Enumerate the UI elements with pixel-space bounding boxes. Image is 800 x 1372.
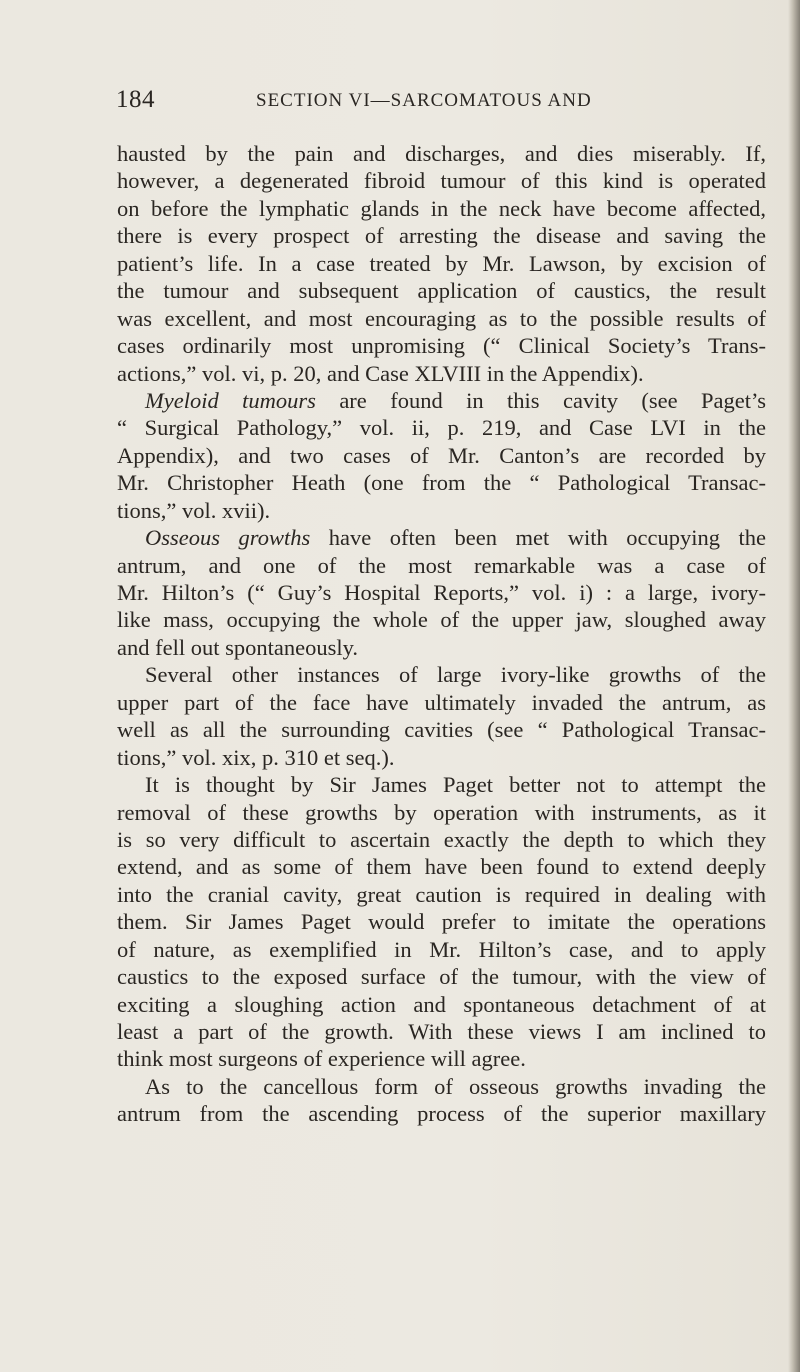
line-text: tions,” vol. xvii). bbox=[117, 497, 271, 523]
line-text: them. Sir James Paget would prefer to imitate the operations bbox=[117, 909, 766, 935]
text-line bbox=[117, 689, 766, 716]
line-text: antrum from the ascending process of the superior maxillary bbox=[117, 1101, 766, 1127]
line-text: Mr. Hilton’s (“ Guy’s Hospital Reports,” vol. i) : a large, ivory- bbox=[117, 580, 766, 605]
line-text: Appendix), and two cases of Mr. Canton’s are recorded by bbox=[117, 442, 766, 468]
text-line bbox=[117, 661, 766, 688]
line-text: think most surgeons of experience will agree. bbox=[117, 1046, 526, 1072]
line-text: antrum, and one of the most remarkable was a case of bbox=[117, 552, 766, 578]
text-line bbox=[117, 991, 766, 1018]
text-line bbox=[117, 963, 766, 990]
text-line bbox=[117, 936, 766, 963]
line-text: Several other instances of large ivory-like growths of the bbox=[145, 662, 766, 688]
text-line bbox=[117, 853, 766, 880]
text-line bbox=[117, 414, 766, 441]
line-text: As to the cancellous form of osseous growths invading the bbox=[145, 1073, 766, 1099]
line-text: of nature, as exemplified in Mr. Hilton’s case, and to apply bbox=[117, 936, 766, 962]
text-line bbox=[117, 1018, 766, 1045]
text-line bbox=[117, 552, 766, 579]
text-line bbox=[117, 222, 766, 249]
line-text: exciting a sloughing action and spontaneous detachment of at bbox=[117, 991, 766, 1017]
line-text: like mass, occupying the whole of the upper jaw, sloughed away bbox=[117, 607, 766, 633]
line-text: extend, and as some of them have been found to extend deeply bbox=[117, 854, 766, 880]
text-line bbox=[117, 634, 766, 661]
line-text: was excellent, and most encouraging as to the possible results of bbox=[117, 305, 766, 331]
text-line bbox=[117, 277, 766, 304]
running-head bbox=[116, 86, 766, 116]
line-text: upper part of the face have ultimately invaded the antrum, as bbox=[117, 689, 766, 715]
text-line bbox=[117, 167, 766, 194]
line-text: and fell out spontaneously. bbox=[117, 634, 358, 660]
line-text: caustics to the exposed surface of the tumour, with the view of bbox=[117, 964, 766, 990]
text-line bbox=[117, 442, 766, 469]
text-line bbox=[117, 195, 766, 222]
text-line bbox=[117, 360, 766, 387]
text-line bbox=[117, 799, 766, 826]
text-line bbox=[117, 524, 766, 551]
line-text: however, a degenerated fibroid tumour of this kind is operated bbox=[117, 168, 766, 194]
text-line bbox=[117, 140, 766, 167]
text-line bbox=[117, 305, 766, 332]
text-line bbox=[117, 469, 766, 496]
text-line bbox=[117, 497, 766, 524]
line-text: have often been met with occupying the bbox=[310, 525, 766, 551]
line-text: are found in this cavity (see Paget’s bbox=[315, 387, 766, 413]
text-line bbox=[117, 881, 766, 908]
body-text bbox=[117, 140, 766, 1128]
line-text: hausted by the pain and discharges, and dies miserably. If, bbox=[117, 141, 766, 166]
text-line bbox=[117, 606, 766, 633]
line-text: least a part of the growth. With these views I am inclined to bbox=[117, 1019, 766, 1044]
text-line bbox=[117, 332, 766, 359]
page-number: 184 bbox=[116, 86, 155, 113]
text-line bbox=[117, 579, 766, 606]
section-title: SECTION VI—SARCOMATOUS AND bbox=[256, 90, 592, 111]
text-line bbox=[117, 387, 766, 414]
text-line bbox=[117, 1045, 766, 1072]
line-text: Mr. Christopher Heath (one from the “ Pathological Transac- bbox=[117, 470, 766, 496]
text-line bbox=[117, 771, 766, 798]
italic-term: Myeloid tumours bbox=[145, 387, 316, 413]
italic-term: Osseous growths bbox=[145, 525, 311, 551]
text-line bbox=[117, 1100, 766, 1127]
text-line bbox=[117, 826, 766, 853]
line-text: removal of these growths by operation with instruments, as it bbox=[117, 799, 766, 825]
line-text: the tumour and subsequent application of caustics, the result bbox=[117, 278, 766, 304]
line-text: cases ordinarily most unpromising (“ Clinical Society’s Trans- bbox=[117, 333, 766, 359]
line-text: is so very difficult to ascertain exactly the depth to which they bbox=[117, 826, 766, 852]
line-text: there is every prospect of arresting the disease and saving the bbox=[117, 223, 766, 249]
page-edge-shadow bbox=[788, 0, 800, 1372]
text-line bbox=[117, 908, 766, 935]
line-text: on before the lymphatic glands in the neck have become affected, bbox=[117, 195, 766, 221]
line-text: actions,” vol. vi, p. 20, and Case XLVIII in the Appendix). bbox=[117, 360, 644, 386]
text-line bbox=[117, 716, 766, 743]
text-line bbox=[117, 744, 766, 771]
line-text: into the cranial cavity, great caution is required in dealing with bbox=[117, 881, 766, 907]
line-text: It is thought by Sir James Paget better not to attempt the bbox=[145, 772, 766, 798]
line-text: well as all the surrounding cavities (see “ Pathological Transac- bbox=[117, 717, 766, 743]
text-line bbox=[117, 1073, 766, 1100]
line-text: “ Surgical Pathology,” vol. ii, p. 219, and Case LVI in the bbox=[117, 415, 766, 441]
text-line bbox=[117, 250, 766, 277]
line-text: patient’s life. In a case treated by Mr. Lawson, by excision of bbox=[117, 250, 766, 276]
line-text: tions,” vol. xix, p. 310 et seq.). bbox=[117, 744, 395, 770]
